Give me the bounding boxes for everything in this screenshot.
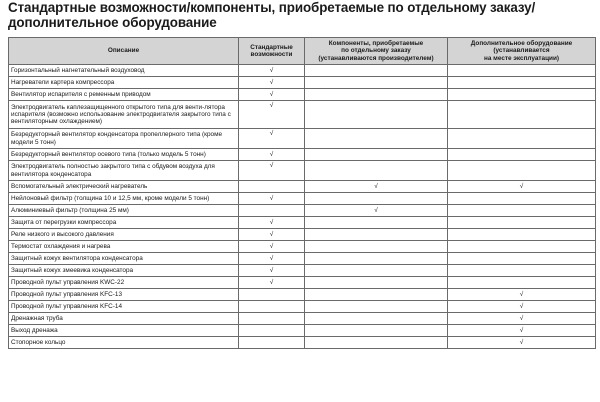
row-field-accessory-mark [448,101,596,129]
row-standard-mark: √ [239,149,305,161]
row-description: Электродвигатель полностью закрытого типа с обдувом воздуха для вентилятора конденсатора [9,161,239,181]
row-field-accessory-mark [448,241,596,253]
row-description: Нагреватели картера компрессора [9,77,239,89]
row-field-accessory-mark [448,65,596,77]
row-field-accessory-mark: √ [448,289,596,301]
row-field-accessory-mark [448,253,596,265]
row-standard-mark [239,313,305,325]
row-description: Защитный кожух вентилятора конденсатора [9,253,239,265]
row-factory-option-mark [305,265,448,277]
row-description: Термостат охлаждения и нагрева [9,241,239,253]
row-factory-option-mark [305,337,448,349]
row-standard-mark [239,325,305,337]
row-standard-mark: √ [239,129,305,149]
row-standard-mark: √ [239,193,305,205]
page-title [8,0,596,30]
row-description: Выход дренажа [9,325,239,337]
row-factory-option-mark: √ [305,181,448,193]
row-field-accessory-mark [448,77,596,89]
table-row [9,337,596,349]
row-standard-mark: √ [239,241,305,253]
row-factory-option-mark [305,289,448,301]
row-standard-mark: √ [239,161,305,181]
row-standard-mark: √ [239,229,305,241]
row-description: Безредукторный вентилятор осевого типа (только модель 5 тонн) [9,149,239,161]
features-table-body [9,65,596,349]
table-row [9,217,596,229]
row-field-accessory-mark [448,129,596,149]
features-table-header [9,38,596,65]
table-row [9,313,596,325]
table-row [9,277,596,289]
row-factory-option-mark [305,193,448,205]
row-factory-option-mark [305,277,448,289]
row-standard-mark: √ [239,265,305,277]
column-header-standard: Стандартные возможности [239,38,305,65]
page-title-line-2: дополнительное оборудование [8,15,217,30]
table-row [9,161,596,181]
row-field-accessory-mark [448,265,596,277]
row-field-accessory-mark [448,193,596,205]
row-standard-mark: √ [239,89,305,101]
row-field-accessory-mark: √ [448,313,596,325]
table-row [9,101,596,129]
table-row [9,253,596,265]
row-field-accessory-mark [448,205,596,217]
row-description: Проводной пульт управления KFC-14 [9,301,239,313]
row-standard-mark: √ [239,65,305,77]
row-factory-option-mark [305,313,448,325]
table-row [9,301,596,313]
row-description: Безредукторный вентилятор конденсатора пропеллерного типа (кроме модели 5 тонн) [9,129,239,149]
row-factory-option-mark [305,301,448,313]
row-standard-mark: √ [239,101,305,129]
row-description: Проводной пульт управления KFC-13 [9,289,239,301]
row-factory-option-mark [305,161,448,181]
row-field-accessory-mark: √ [448,325,596,337]
row-field-accessory-mark [448,229,596,241]
table-row [9,65,596,77]
row-field-accessory-mark [448,161,596,181]
row-description: Горизонтальный нагнетательный воздуховод [9,65,239,77]
row-description: Электродвигатель каплезащищенного открытого типа для венти-лятора испарителя (возможно использование электродвигателя закрытого типа с вентиляторным охлаждением) [9,101,239,129]
row-description: Реле низкого и высокого давления [9,229,239,241]
row-field-accessory-mark: √ [448,181,596,193]
row-standard-mark: √ [239,77,305,89]
row-description: Защита от перегрузки компрессора [9,217,239,229]
row-factory-option-mark [305,241,448,253]
table-row [9,265,596,277]
table-row [9,193,596,205]
row-standard-mark [239,289,305,301]
row-description: Алюминиевый фильтр (толщина 25 мм) [9,205,239,217]
column-header-field-accessories: Дополнительное оборудование (устанавливается на месте эксплуатации) [448,38,596,65]
row-description: Проводной пульт управления KWC-22 [9,277,239,289]
table-row [9,289,596,301]
row-field-accessory-mark [448,149,596,161]
row-standard-mark: √ [239,253,305,265]
row-description: Дренажная труба [9,313,239,325]
row-field-accessory-mark: √ [448,301,596,313]
table-row [9,241,596,253]
row-standard-mark [239,337,305,349]
features-table [8,37,596,349]
table-row [9,77,596,89]
table-row [9,181,596,193]
table-row [9,229,596,241]
table-row [9,325,596,337]
row-factory-option-mark [305,77,448,89]
row-factory-option-mark [305,149,448,161]
row-description: Нейлоновый фильтр (толщина 10 и 12,5 мм, кроме модели 5 тонн) [9,193,239,205]
row-factory-option-mark [305,217,448,229]
row-factory-option-mark [305,129,448,149]
row-description: Защитный кожух змеевика конденсатора [9,265,239,277]
column-header-description: Описание [9,38,239,65]
row-standard-mark [239,205,305,217]
row-field-accessory-mark [448,89,596,101]
row-description: Вспомогательный электрический нагреватель [9,181,239,193]
row-factory-option-mark [305,253,448,265]
row-factory-option-mark: √ [305,205,448,217]
table-row [9,89,596,101]
row-field-accessory-mark [448,277,596,289]
row-field-accessory-mark: √ [448,337,596,349]
column-header-factory-options: Компоненты, приобретаемые по отдельному заказу (устанавливаются производителем) [305,38,448,65]
header-row [9,38,596,65]
row-description: Стопорное кольцо [9,337,239,349]
row-factory-option-mark [305,65,448,77]
table-row [9,129,596,149]
table-row [9,149,596,161]
row-factory-option-mark [305,325,448,337]
table-row [9,205,596,217]
row-description: Вентилятор испарителя с ременным приводом [9,89,239,101]
row-standard-mark: √ [239,217,305,229]
row-standard-mark [239,301,305,313]
row-field-accessory-mark [448,217,596,229]
page-title-line-1: Стандартные возможности/компоненты, приобретаемые по отдельному заказу/ [8,0,536,15]
row-factory-option-mark [305,101,448,129]
row-standard-mark: √ [239,277,305,289]
row-factory-option-mark [305,229,448,241]
row-factory-option-mark [305,89,448,101]
row-standard-mark [239,181,305,193]
